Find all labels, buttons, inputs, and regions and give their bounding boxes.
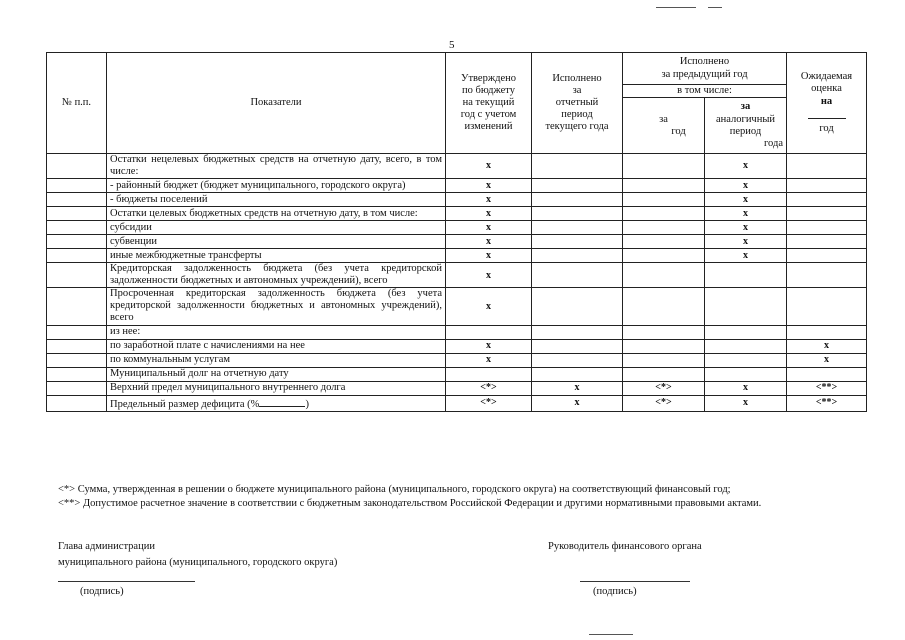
value-cell-c1 [446,325,532,339]
table-row [47,154,867,179]
value-cell-c3 [623,367,705,381]
header-for-year: за год [623,98,705,154]
value-cell-c5: x [787,353,867,367]
header-executed-prev-year: Исполнено за предыдущий год [623,53,787,85]
value-cell-c1: x [446,221,532,235]
value-cell-c3 [623,263,705,288]
value-cell-c5: <**> [787,395,867,411]
right-signature-line [580,581,690,582]
value-cell-c3 [623,179,705,193]
value-cell-c5 [787,193,867,207]
indicator-cell: по заработной плате с начислениями на нее [107,339,446,353]
row-number-cell [47,207,107,221]
value-cell-c4: x [705,179,787,193]
value-cell-c3 [623,325,705,339]
value-cell-c1: x [446,339,532,353]
value-cell-c1: x [446,353,532,367]
table-row [47,395,867,411]
header-executed: Исполнено за отчетный период текущего года [532,53,623,154]
value-cell-c2 [532,179,623,193]
value-cell-c3 [623,353,705,367]
indicator-cell: Верхний предел муниципального внутреннего долга [107,381,446,395]
value-cell-c4: x [705,381,787,395]
report-table [46,52,867,412]
row-number-cell [47,154,107,179]
value-cell-c2 [532,193,623,207]
table-row [47,193,867,207]
indicator-cell: Просроченная кредиторская задолженность бюджета (без учета кредиторской задолженности бюджетных и автономных учреждений), всего [107,288,446,325]
right-signatory-title: Руководитель финансового органа [548,541,702,552]
table-row [47,221,867,235]
value-cell-c4: x [705,235,787,249]
value-cell-c5 [787,207,867,221]
value-cell-c4 [705,263,787,288]
indicator-cell: по коммунальным услугам [107,353,446,367]
value-cell-c1: x [446,207,532,221]
table-row [47,381,867,395]
value-cell-c1: x [446,288,532,325]
row-number-cell [47,235,107,249]
value-cell-c1: <*> [446,395,532,411]
value-cell-c1 [446,367,532,381]
indicator-cell: - районный бюджет (бюджет муниципального, городского округа) [107,179,446,193]
indicator-cell: иные межбюджетные трансферты [107,249,446,263]
table-row [47,339,867,353]
indicator-cell: Остатки целевых бюджетных средств на отчетную дату, в том числе: [107,207,446,221]
indicator-cell: из нее: [107,325,446,339]
right-signature-caption: (подпись) [593,586,637,597]
value-cell-c4 [705,288,787,325]
value-cell-c3 [623,288,705,325]
value-cell-c5 [787,154,867,179]
value-cell-c4 [705,367,787,381]
table-row [47,207,867,221]
row-number-cell [47,325,107,339]
value-cell-c5 [787,288,867,325]
value-cell-c4 [705,339,787,353]
value-cell-c5 [787,325,867,339]
value-cell-c4 [705,353,787,367]
report-body [47,154,867,412]
value-cell-c2 [532,353,623,367]
header-expected: Ожидаемая оценка на год [787,53,867,154]
value-cell-c3 [623,193,705,207]
table-row [47,235,867,249]
header-analogous-period: за аналогичный период года [705,98,787,154]
row-number-cell [47,179,107,193]
value-cell-c4: x [705,207,787,221]
table-row [47,263,867,288]
scan-mark-bottom [589,634,633,635]
value-cell-c3 [623,249,705,263]
left-signatory-org: муниципального района (муниципального, городского округа) [58,557,338,568]
scan-mark-top [656,7,696,8]
value-cell-c5 [787,235,867,249]
footnotes [58,483,854,510]
footnote-1: <*> Сумма, утвержденная в решении о бюджете муниципального района (муниципального, городского округа) на соответствующий финансовый год; [58,484,731,495]
value-cell-c2 [532,207,623,221]
indicator-cell: субвенции [107,235,446,249]
value-cell-c2 [532,221,623,235]
row-number-cell [47,353,107,367]
value-cell-c1: x [446,249,532,263]
value-cell-c1: x [446,154,532,179]
row-number-cell [47,367,107,381]
value-cell-c2: x [532,395,623,411]
row-number-cell [47,288,107,325]
value-cell-c2 [532,325,623,339]
table-row [47,367,867,381]
value-cell-c2 [532,235,623,249]
value-cell-c1: x [446,179,532,193]
scan-mark-top-small [708,7,722,8]
value-cell-c3 [623,207,705,221]
footnote-2: <**> Допустимое расчетное значение в соответствии с бюджетным законодательством Российской Федерации и другими нормативными правовыми актами. [58,497,762,509]
indicator-cell: - бюджеты поселений [107,193,446,207]
table-row [47,353,867,367]
indicator-cell: Муниципальный долг на отчетную дату [107,367,446,381]
value-cell-c5 [787,263,867,288]
value-cell-c5: x [787,339,867,353]
row-number-cell [47,263,107,288]
left-signatory-title: Глава администрации [58,541,155,552]
indicator-cell: Остатки нецелевых бюджетных средств на отчетную дату, всего, в том числе: [107,154,446,179]
indicator-cell: субсидии [107,221,446,235]
left-signature-line [58,581,195,582]
value-cell-c5 [787,221,867,235]
header-indicators: Показатели [107,53,446,154]
table-row [47,179,867,193]
value-cell-c4: x [705,395,787,411]
value-cell-c2 [532,339,623,353]
header-num: № п.п. [47,53,107,154]
page-number: 5 [449,39,455,51]
value-cell-c4: x [705,249,787,263]
value-cell-c1: x [446,193,532,207]
value-cell-c5 [787,367,867,381]
left-signature-caption: (подпись) [80,586,124,597]
row-number-cell [47,381,107,395]
header-including: в том числе: [623,85,787,98]
value-cell-c4: x [705,221,787,235]
table-row [47,249,867,263]
value-cell-c3 [623,235,705,249]
table-row [47,325,867,339]
row-number-cell [47,339,107,353]
value-cell-c1: x [446,263,532,288]
row-number-cell [47,193,107,207]
value-cell-c4: x [705,193,787,207]
value-cell-c4: x [705,154,787,179]
table-row [47,288,867,325]
value-cell-c2 [532,249,623,263]
header-approved: Утверждено по бюджету на текущий год с учетом изменений [446,53,532,154]
value-cell-c3: <*> [623,381,705,395]
indicator-cell: Предельный размер дефицита (% ) [107,395,446,411]
value-cell-c1: <*> [446,381,532,395]
value-cell-c5 [787,179,867,193]
value-cell-c5 [787,249,867,263]
value-cell-c2: x [532,381,623,395]
row-number-cell [47,395,107,411]
value-cell-c3: <*> [623,395,705,411]
value-cell-c2 [532,263,623,288]
value-cell-c2 [532,367,623,381]
value-cell-c3 [623,221,705,235]
value-cell-c2 [532,154,623,179]
value-cell-c5: <**> [787,381,867,395]
row-number-cell [47,221,107,235]
value-cell-c3 [623,339,705,353]
row-number-cell [47,249,107,263]
value-cell-c1: x [446,235,532,249]
value-cell-c4 [705,325,787,339]
indicator-cell: Кредиторская задолженность бюджета (без учета кредиторской задолженности бюджетных и автономных учреждений), всего [107,263,446,288]
value-cell-c2 [532,288,623,325]
value-cell-c3 [623,154,705,179]
